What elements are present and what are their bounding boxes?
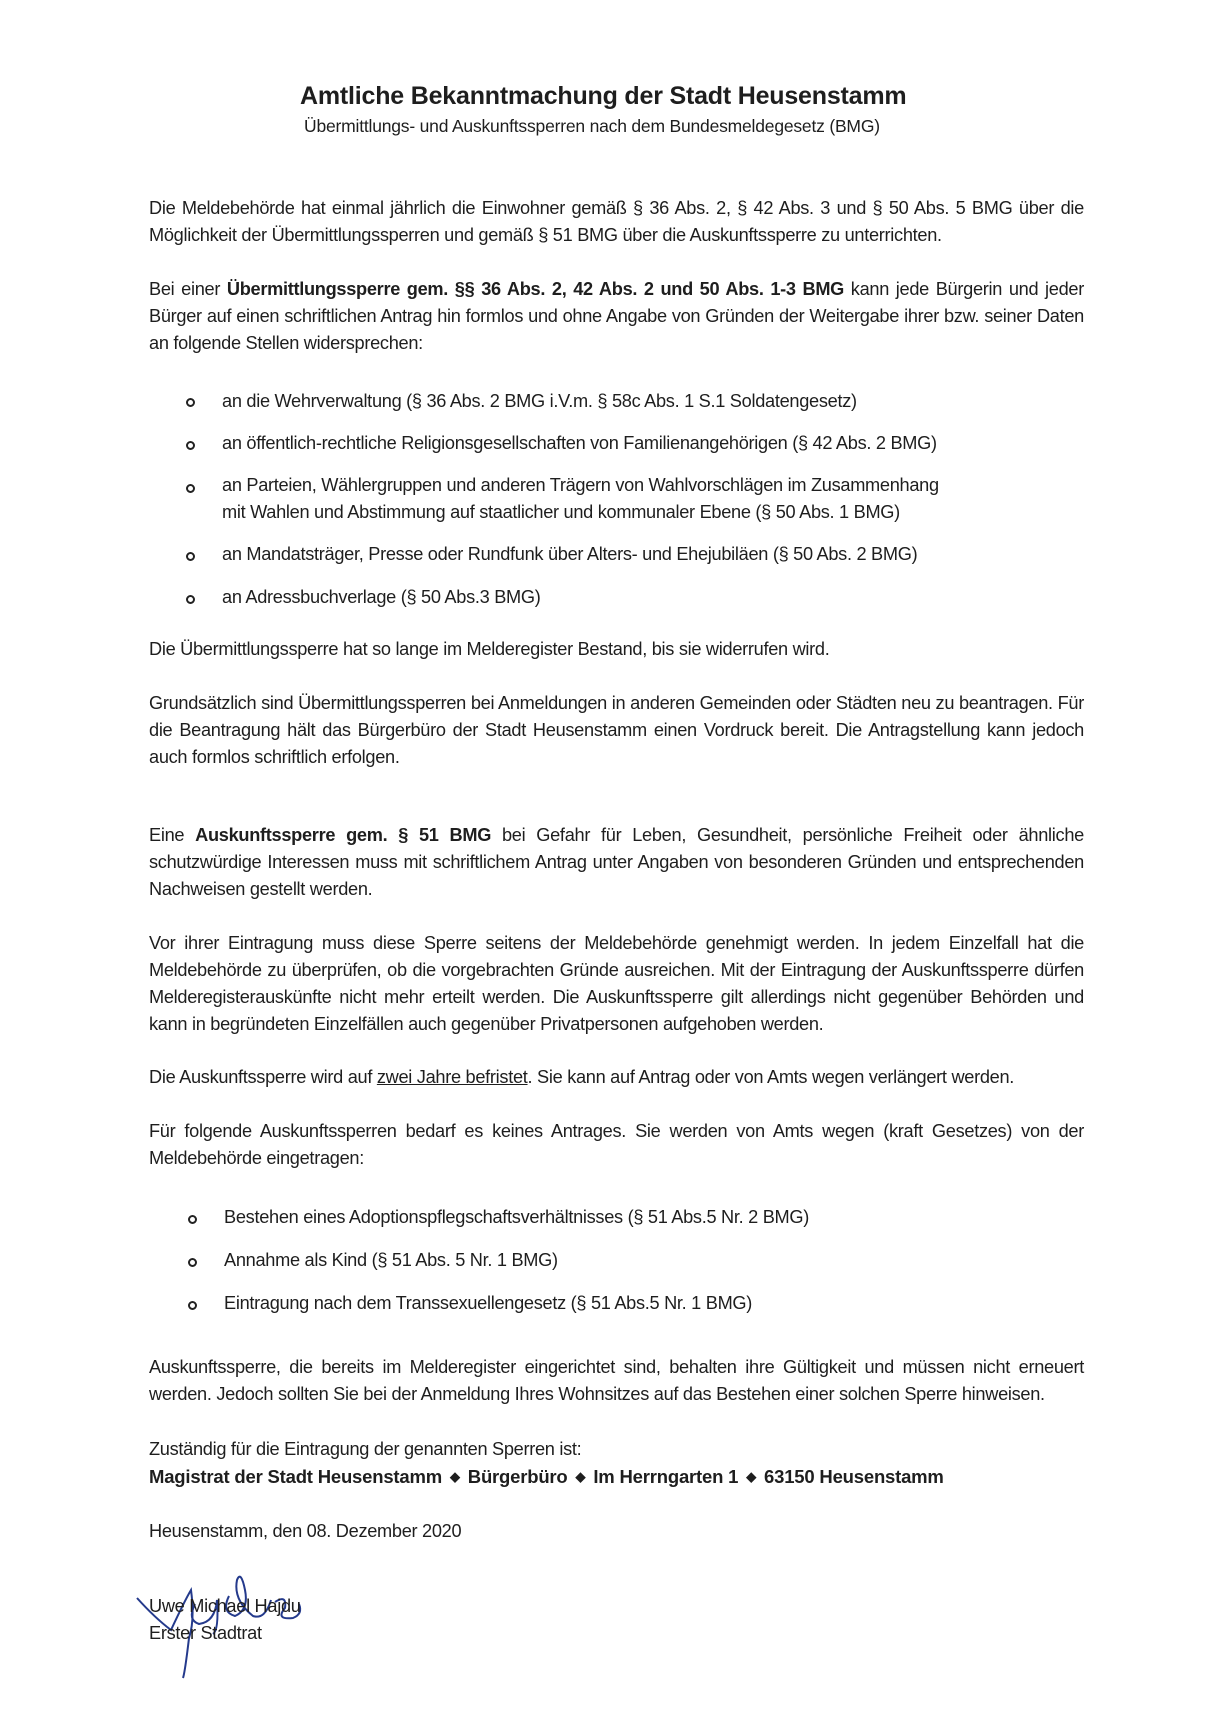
folgende-paragraph: Für folgende Auskunftssperren bedarf es keines Antrages. Sie werden von Amts wegen (kraft Gesetzes) von der Meldebehörde eingetragen: [149, 1121, 1084, 1168]
document-title: Amtliche Bekanntmachung der Stadt Heusenstamm [300, 82, 907, 110]
befristet-rest: . Sie kann auf Antrag oder von Amts wegen verlängert werden. [527, 1067, 1015, 1087]
bullet-dot [186, 441, 195, 450]
address-street: Im Herrngarten 1 [593, 1466, 739, 1487]
uebermittlung-lead: Bei einer [149, 279, 221, 299]
signatory-role: Erster Stadtrat [149, 1623, 262, 1643]
bestand-paragraph: Die Übermittlungssperre hat so lange im Melderegister Bestand, bis sie widerrufen wird. [149, 639, 830, 659]
bullet-dot [188, 1301, 197, 1310]
uebermittlung-item: an die Wehrverwaltung (§ 36 Abs. 2 BMG i.V.m. § 58c Abs. 1 S.1 Soldatengesetz) [222, 391, 857, 411]
address-office: Bürgerbüro [467, 1466, 568, 1487]
auskunft-rest: bei Gefahr für Leben, Gesundheit, persönliche Freiheit oder ähnliche schutzwürdige Interessen muss mit schriftlichem Antrag unter Angaben von besonderen Gründen und entsprechenden Nachweisen gestellt werden. [149, 825, 1084, 899]
bullet-dot [186, 552, 195, 561]
grundsaetzlich-paragraph: Grundsätzlich sind Übermittlungssperren bei Anmeldungen in anderen Gemeinden oder Städten neu zu beantragen. Für die Beantragung hält das Bürgerbüro der Stadt Heusenstamm einen Vordruck bereit. Die Antragstellung kann jedoch auch formlos schriftlich erfolgen. [149, 693, 1084, 767]
place-date: Heusenstamm, den 08. Dezember 2020 [149, 1521, 462, 1541]
address-authority: Magistrat der Stadt Heusenstamm [149, 1466, 442, 1487]
bullet-dot [188, 1215, 197, 1224]
befristet-lead: Die Auskunftssperre wird auf [149, 1067, 373, 1087]
separator-diamond: ◆ [449, 1469, 460, 1484]
address-line [149, 1463, 1084, 1492]
uebermittlung-bold: Übermittlungssperre gem. §§ 36 Abs. 2, 42 Abs. 2 und 50 Abs. 1-3 BMG [226, 279, 845, 299]
separator-diamond: ◆ [575, 1469, 586, 1484]
uebermittlung-rest: kann jede Bürgerin und jeder Bürger auf einen schriftlichen Antrag hin formlos und ohne Angabe von Gründen der Weitergabe ihrer bzw. seiner Daten an folgende Stellen widersprechen: [149, 279, 1084, 353]
intro-paragraph: Die Meldebehörde hat einmal jährlich die Einwohner gemäß § 36 Abs. 2, § 42 Abs. 3 und § 50 Abs. 5 BMG über die Möglichkeit der Übermittlungssperren und gemäß § 51 BMG über die Auskunftssperre zu unterrichten. [149, 198, 1084, 245]
uebermittlung-item-continuation: mit Wahlen und Abstimmung auf staatlicher und kommunaler Ebene (§ 50 Abs. 1 BMG) [222, 502, 900, 522]
zustaendig-label: Zuständig für die Eintragung der genannten Sperren ist: [149, 1439, 582, 1459]
bullet-dot [188, 1258, 197, 1267]
befristet-underline: zwei Jahre befristet [376, 1067, 528, 1087]
bullet-dot [186, 484, 195, 493]
uebermittlung-item: an Mandatsträger, Presse oder Rundfunk über Alters- und Ehejubiläen (§ 50 Abs. 2 BMG) [222, 544, 918, 564]
auskunft-item: Bestehen eines Adoptionspflegschaftsverhältnisses (§ 51 Abs.5 Nr. 2 BMG) [224, 1207, 809, 1227]
signatory-name: Uwe Michael Hajdu [149, 1596, 301, 1616]
bullet-dot [186, 398, 195, 407]
befristet-paragraph [149, 1064, 1084, 1091]
auskunft-paragraph [149, 822, 1084, 903]
separator-diamond: ◆ [746, 1469, 757, 1484]
auskunft-bold: Auskunftssperre gem. § 51 BMG [195, 825, 492, 845]
uebermittlung-item: an öffentlich-rechtliche Religionsgesellschaften von Familienangehörigen (§ 42 Abs. 2 BMG) [222, 433, 937, 453]
document-subtitle: Übermittlungs- und Auskunftssperren nach dem Bundesmeldegesetz (BMG) [304, 116, 880, 136]
uebermittlung-item: an Adressbuchverlage (§ 50 Abs.3 BMG) [222, 587, 541, 607]
eintragung-paragraph: Vor ihrer Eintragung muss diese Sperre seitens der Meldebehörde genehmigt werden. In jedem Einzelfall hat die Meldebehörde zu überprüfen, ob die vorgebrachten Gründe ausreichen. Mit der Eintragung der Auskunftssperre dürfen Melderegisterauskünfte nicht mehr erteilt werden. Die Auskunftssperre gilt allerdings nicht gegenüber Behörden und kann in begründeten Einzelfällen auch gegenüber Privatpersonen aufgehoben werden. [149, 933, 1084, 1034]
address-city: 63150 Heusenstamm [764, 1466, 944, 1487]
bullet-dot [186, 595, 195, 604]
uebermittlung-paragraph [149, 276, 1084, 357]
auskunft-item: Annahme als Kind (§ 51 Abs. 5 Nr. 1 BMG) [224, 1250, 558, 1270]
auskunft-item: Eintragung nach dem Transsexuellengesetz (§ 51 Abs.5 Nr. 1 BMG) [224, 1293, 753, 1313]
auskunft-lead: Eine [149, 825, 185, 845]
uebermittlung-item: an Parteien, Wählergruppen und anderen Trägern von Wahlvorschlägen im Zusammenhang [222, 475, 939, 495]
bestehend-paragraph: Auskunftssperre, die bereits im Melderegister eingerichtet sind, behalten ihre Gültigkeit und müssen nicht erneuert werden. Jedoch sollten Sie bei der Anmeldung Ihres Wohnsitzes auf das Bestehen einer solchen Sperre hinweisen. [149, 1357, 1084, 1404]
